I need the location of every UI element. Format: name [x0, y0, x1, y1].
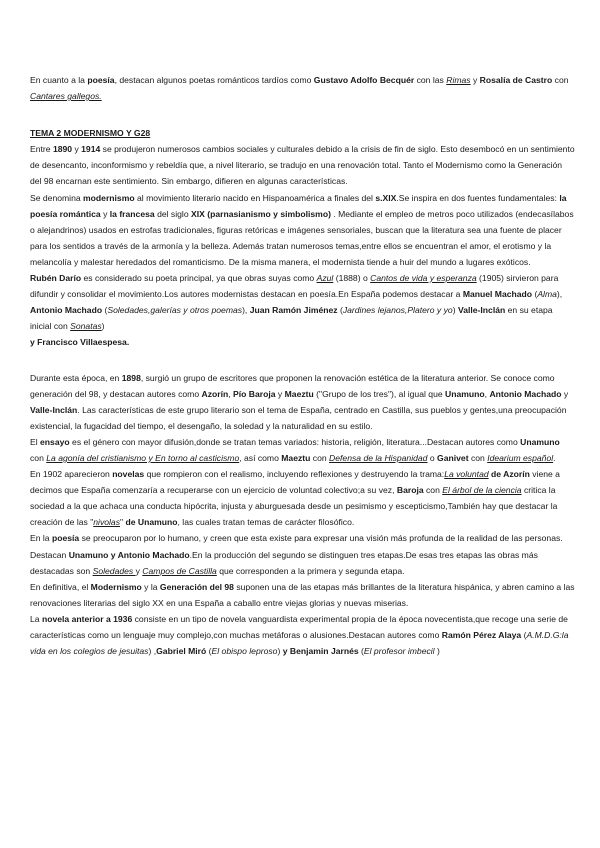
document-body [30, 72, 575, 659]
year: 1898 [121, 372, 141, 383]
work-title: nivolas [93, 517, 121, 528]
text: con [552, 75, 569, 85]
bold-term: ensayo [40, 436, 70, 447]
work-title: Sonatas [70, 321, 102, 332]
paragraph-modernismo [30, 190, 575, 270]
text: consiste en un tipo de novela vanguardista experimental propia de la época novecentista,que recoge una serie de características como un lenguaje muy complejo,con muchas metáforas o alusiones.Destacan autores como [30, 613, 568, 640]
work-title: El obispo leproso [211, 646, 278, 657]
paragraph-villaespesa [30, 334, 575, 350]
paragraph-dario [30, 270, 575, 334]
author-name: Francisco Villaespesa [37, 337, 127, 348]
bold-term: poesía [51, 533, 80, 544]
author-name: de Unamuno [125, 517, 178, 528]
bold-term: la francesa [109, 208, 155, 219]
text: ) [452, 305, 458, 316]
work-title: Rimas [446, 75, 471, 85]
work-title: Soledades [92, 565, 136, 576]
text: ("Grupo de los tres"), al igual que [313, 388, 446, 399]
section-heading: TEMA 2 MODERNISMO Y G28 [30, 128, 151, 139]
text: y [72, 144, 82, 155]
paragraph-generacion-98 [30, 370, 575, 434]
text: con [423, 485, 443, 496]
text: La [30, 613, 42, 624]
text: es el género con mayor difusión,donde se tratan temas variados: historia, religión, literatura...Destacan autores como [69, 436, 521, 447]
bold-term: Generación del 98 [159, 581, 234, 592]
text: .En la producción del segundo se distinguen tres etapas.De esas tres etapas las obras más destacadas son [30, 549, 538, 576]
year: 1914 [81, 144, 101, 155]
text: , destacan algunos poetas románticos tardíos como [114, 75, 314, 85]
bold-term: la poesía romántica [30, 192, 567, 219]
author-name: Unamuno [445, 388, 485, 399]
text: (1905) sirvieron para difundir y consolidar el movimiento.Los autores modernistas destacan en poesía.En España podemos destacar a [30, 273, 559, 300]
text: con [310, 452, 330, 463]
text: del siglo [154, 208, 191, 219]
text: con las [414, 75, 447, 85]
text: y [135, 565, 143, 576]
text: En 1902 aparecieron [30, 469, 113, 480]
text: al movimiento literario nacido en Hispanoamérica a finales del [134, 192, 376, 203]
text: . Mediante el empleo de metros poco utilizados (endecasílabos o alejandrinos) usados en estrofas tradicionales, figuras retóricas e imágenes sensoriales, buscan que la literatura sea una fuente de placer para los sentidos a través de la armonía y la belleza. Además tratan numerosos temas,entre ellos se encuentran el amor, el erotismo y la melancolía y malestar heredados del romanticismo. De la misma manera, el modernista tiende a huir del mundo a lugares exóticos. [30, 208, 574, 267]
text: ( [337, 305, 343, 316]
bold-term: (parnasianismo y simbolismo) [207, 208, 331, 219]
text: se produjeron numerosos cambios sociales y culturales debido a la crisis de fin de siglo. Esto desembocó en un sentimiento de desencanto, inconformismo y rebeldía que, a nivel literario, se tradujo en una renovación total. Tanto el Modernismo como la Generación del 98 encarnan este sentimiento. Sin embargo, difieren en algunas características. [30, 144, 575, 187]
text: Entre [30, 144, 53, 155]
text: " [120, 517, 126, 528]
work-title: Defensa de la Hispanidad [329, 452, 428, 463]
author-name: Manuel Machado [462, 289, 533, 300]
author-name: Rosalía de Castro [479, 75, 553, 85]
text: ( [521, 630, 527, 640]
text: . Las características de este grupo literario son el tema de España, centrado en Castilla, sus pueblos y gentes,una preocupación existencial, la fugacidad del tiempo, el desengaño, la soledad y la naturalidad en su estilo. [30, 404, 567, 431]
text: suponen una de las etapas más brillantes de la literatura hispánica, y abren camino a las renovaciones literarias del siglo XX en una España a caballo entre viejas glorias y nuevas miserias. [30, 581, 575, 608]
author-name: Valle-Inclán [30, 404, 78, 415]
author-name: Gustavo Adolfo Becquér [313, 75, 415, 85]
paragraph-ensayo [30, 434, 575, 466]
author-name: Pío Baroja [233, 388, 276, 399]
intro-paragraph [30, 72, 575, 104]
author-name: Azorín [201, 388, 229, 399]
bold-term: modernismo [83, 192, 135, 203]
text: se preocuparon por lo humano, y creen que esta existe para expresar una visión más profunda de la realidad de las personas. Destacan [30, 533, 563, 560]
bold-term: XIX [191, 208, 205, 219]
author-name: de Azorín [491, 469, 530, 480]
work-title: Idearium español [487, 452, 554, 463]
text: critica la sociedad a la que achaca una conducta hipócrita, injusta y aburguesada desde un pesimismo y escepticismo,También hay que destacar la creación de las " [30, 485, 558, 528]
text: . [126, 337, 130, 348]
text: ) , [148, 646, 157, 657]
text: y [100, 208, 110, 219]
author-name: Unamuno [520, 436, 560, 447]
paragraph-novela-1936 [30, 611, 575, 659]
text: . [553, 452, 556, 463]
author-name: Maeztu [284, 388, 314, 399]
work-title: Campos de Castilla [142, 565, 217, 576]
text: Durante esta época, en [30, 372, 122, 383]
paragraph-crisis [30, 141, 575, 189]
text: es considerado su poeta principal, ya que obras suyas como [81, 273, 317, 284]
text: , [228, 388, 234, 399]
text: que corresponden a la primera y segunda etapa. [216, 565, 405, 576]
text: En la [30, 533, 52, 544]
paragraph-poesia-98 [30, 530, 575, 578]
text: y [282, 646, 290, 657]
text: Se denomina [30, 192, 84, 203]
text: En definitiva, el [30, 581, 91, 592]
author-name: Ramón Pérez Alaya [441, 630, 522, 640]
work-title: La agonía del cristianismo y En torno al casticismo [46, 452, 240, 463]
text: El [30, 436, 41, 447]
author-name: Gabriel Miró [156, 646, 207, 657]
author-name: Maeztu [281, 452, 311, 463]
text: y [470, 75, 480, 85]
bold-term: novelas [112, 469, 145, 480]
work-title: A.M.D.G:la vida en los colegios de jesuitas [30, 630, 569, 657]
text: y [30, 337, 38, 348]
text: ( [358, 646, 364, 657]
author-name: Benjamin Jarnés [289, 646, 359, 657]
text: que rompieron con el realismo, incluyendo reflexiones y destruyendo la trama: [144, 469, 445, 480]
bold-term: novela anterior a 1936 [41, 613, 133, 624]
text: ), [556, 289, 563, 300]
work-title: Cantos de vida y esperanza [370, 273, 477, 284]
work-title: Soledades,galerías y otros poemas [107, 305, 243, 316]
text: , surgió un grupo de escritores que proponen la renovación estética de la literatura anterior. Se conoce como generación del 98, y destacan autores como [30, 372, 555, 399]
work-title: Azul [316, 273, 334, 284]
work-title: Cantares gallegos. [30, 91, 102, 102]
author-name: Antonio Machado [30, 305, 103, 316]
year: 1890 [52, 144, 73, 155]
text: ( [102, 305, 108, 316]
text: ), [242, 305, 250, 316]
text: ) [101, 321, 105, 332]
text: con [30, 452, 47, 463]
paragraph-novelas [30, 466, 575, 530]
bold-term: s.XIX [375, 192, 397, 203]
text: , las cuales tratan temas de carácter filosófico. [177, 517, 355, 528]
text: ( [532, 289, 538, 300]
work-title: La voluntad [444, 469, 489, 480]
text: .Se inspira en dos fuentes fundamentales: [396, 192, 560, 203]
author-name: Unamuno y Antonio Machado [68, 549, 190, 560]
work-title: El árbol de la ciencia [442, 485, 522, 496]
text: ) [277, 646, 283, 657]
author-name: Antonio Machado [489, 388, 562, 399]
text: viene a decimos que España comenzaría a recuperarse con un ejercicio de voluntad colectivo;a su vez, [30, 469, 560, 496]
text: (1888) o [333, 273, 371, 284]
text: , [484, 388, 490, 399]
text: con [468, 452, 488, 463]
text: En cuanto a la [30, 75, 88, 85]
text: ( [206, 646, 212, 657]
author-name: Baroja [396, 485, 424, 496]
author-name: Valle-Inclán [457, 305, 506, 316]
text: y [561, 388, 569, 399]
text: y la [141, 581, 160, 592]
text: o [427, 452, 438, 463]
author-name: Ganivet [437, 452, 469, 463]
bold-term: poesía [87, 75, 115, 85]
text: en su etapa inicial con [30, 305, 553, 332]
author-name: Juan Ramón Jiménez [249, 305, 338, 316]
text: , así como [239, 452, 282, 463]
text: ) [434, 646, 440, 657]
work-title: Alma [537, 289, 557, 300]
bold-term: Modernismo [90, 581, 142, 592]
paragraph-conclusion [30, 579, 575, 611]
text: y [275, 388, 285, 399]
work-title: Jardines lejanos,Platero y yo [342, 305, 453, 316]
work-title: El profesor imbecil [363, 646, 435, 657]
author-name: Rubén Darío [30, 273, 82, 284]
